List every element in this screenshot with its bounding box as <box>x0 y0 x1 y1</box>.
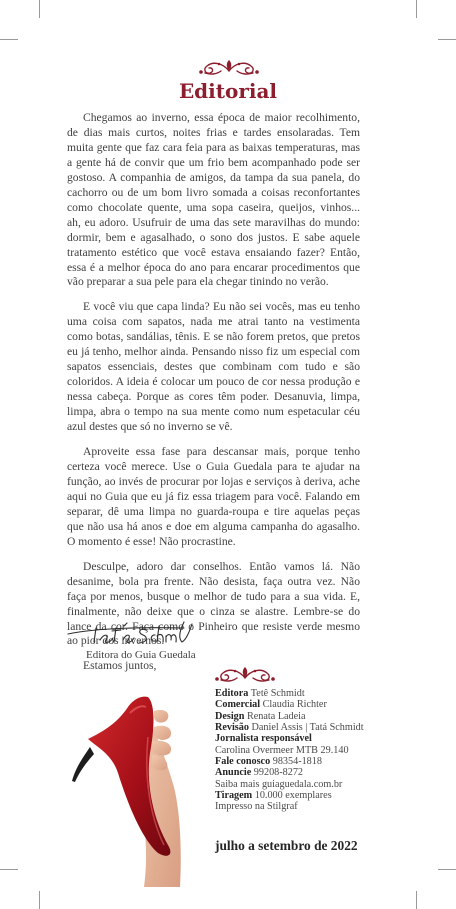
ads-label: Anuncie <box>215 767 252 779</box>
crop-mark <box>0 39 18 40</box>
paragraph: Chegamos ao inverno, essa época de maior recolhimento, de dias mais curtos, noites frias e tardes ensolaradas. Tem muita gente que faz cara feia para as baixas temperaturas, mas a gente há de convir que um frio bem acompanhado pode ser gostoso. A companhia de amigos, da tampa da sua panela, do cachorro ou de um bom livro somada a coisas reconfortantes como chocolate quente, uma sopa caseira, queijos, vinhos... ah, eu adoro. Usufruir de uma das sete maravilhas do mundo: dormir, bem e agasalhado, o sono dos justos. E sabe aquele tratamento estético que você estava ensaiando fazer? Então, essa é a melhor época do ano para encarar procedimentos que vão preparar a sua pele para ela chegar tinindo no verão. <box>67 111 360 289</box>
credit-row <box>215 711 395 722</box>
page-title: Editorial <box>178 79 278 103</box>
editorial-body <box>67 111 360 684</box>
paragraph: E você viu que capa linda? Eu não sei vocês, mas eu tenho uma coisa com sapatos, nada me atrai tanto na vestimenta como botas, sandálias, tênis. E se não forem pretos, que pretos eu já tenho, melhor ainda. Pensando nisso fiz um especial com sapatos essenciais, destes que combinam com tudo e são coloridos. A ideia é colocar um pouco de cor nessa produção e nessa cabeça. Porque as cores têm poder. Desanuvia, limpa, limpa, abra o tempo na sua mente como num espetacular céu azul destes que só no inverno se vê. <box>67 300 360 434</box>
scroll-flourish-icon <box>213 664 277 684</box>
crop-mark <box>438 869 456 870</box>
credit-label: Revisão <box>215 722 249 734</box>
scroll-flourish-icon <box>197 57 261 77</box>
credit-value: Claudia Richter <box>262 699 327 711</box>
credit-row <box>215 688 395 699</box>
credit-value: Renata Ladeia <box>246 710 306 722</box>
print-label: Tiragem <box>215 790 253 802</box>
credit-row <box>215 756 395 767</box>
red-stiletto-photo <box>70 677 190 887</box>
crop-mark <box>39 891 40 909</box>
paragraph: Desculpe, adoro dar conselhos. Então vamos lá. Não desanime, bola pra frente. Não desista, faça outra vez. Não faça por menos, busque o melhor de tudo para a sua vida. E, finalmente, não deixe que o cinza se alastre. Lembre-se do lance da cor. Faça como o Pinheiro que resiste verde mesmo ao pior dos invernos. <box>67 559 360 648</box>
credit-row <box>215 722 395 733</box>
credit-row <box>215 699 395 710</box>
credit-value: Daniel Assis | Tatá Schmidt <box>251 722 364 734</box>
credit-row <box>215 790 395 801</box>
credit-value: Tetê Schmidt <box>250 688 305 699</box>
journalist-value: Carolina Overmeer MTB 29.140 <box>215 744 349 756</box>
credit-label: Editora <box>215 688 249 699</box>
journalist-label: Jornalista responsável <box>215 733 312 745</box>
credit-label: Comercial <box>215 699 261 711</box>
handwritten-signature <box>66 616 196 648</box>
signature-role: Editora do Guia Guedala <box>86 649 196 661</box>
credit-row <box>215 767 395 778</box>
contact-phone[interactable]: 98354-1818 <box>272 756 322 768</box>
contact-label: Fale conosco <box>215 756 271 768</box>
credits-block <box>215 688 395 813</box>
edition-period: julho a setembro de 2022 <box>215 838 358 853</box>
crop-mark <box>438 39 456 40</box>
closing-line: Estamos juntos, <box>83 659 157 673</box>
paragraph: Aproveite essa fase para descansar mais, porque tenho certeza você merece. Use o Guia Guedala para te ajudar na função, ao invés de procurar por lojas e serviços à deriva, ache aqui no Guia que eu já fiz essa triagem para você. Falando em separar, dê uma limpa no guarda-roupa e tire aquelas peças que não usa há anos e doe em alguma campanha do agasalho. O momento é esse! Não procrastine. <box>67 445 360 548</box>
print-value: 10.000 exemplares <box>254 790 332 802</box>
crop-mark <box>39 0 40 18</box>
crop-mark <box>0 869 18 870</box>
website-link[interactable]: Saiba mais guiaguedala.com.br <box>215 778 343 790</box>
ads-phone[interactable]: 99208-8272 <box>253 767 304 779</box>
credit-label: Design <box>215 710 245 722</box>
printer: Impresso na Stilgraf <box>215 801 298 813</box>
crop-mark <box>416 0 417 18</box>
crop-mark <box>416 891 417 909</box>
